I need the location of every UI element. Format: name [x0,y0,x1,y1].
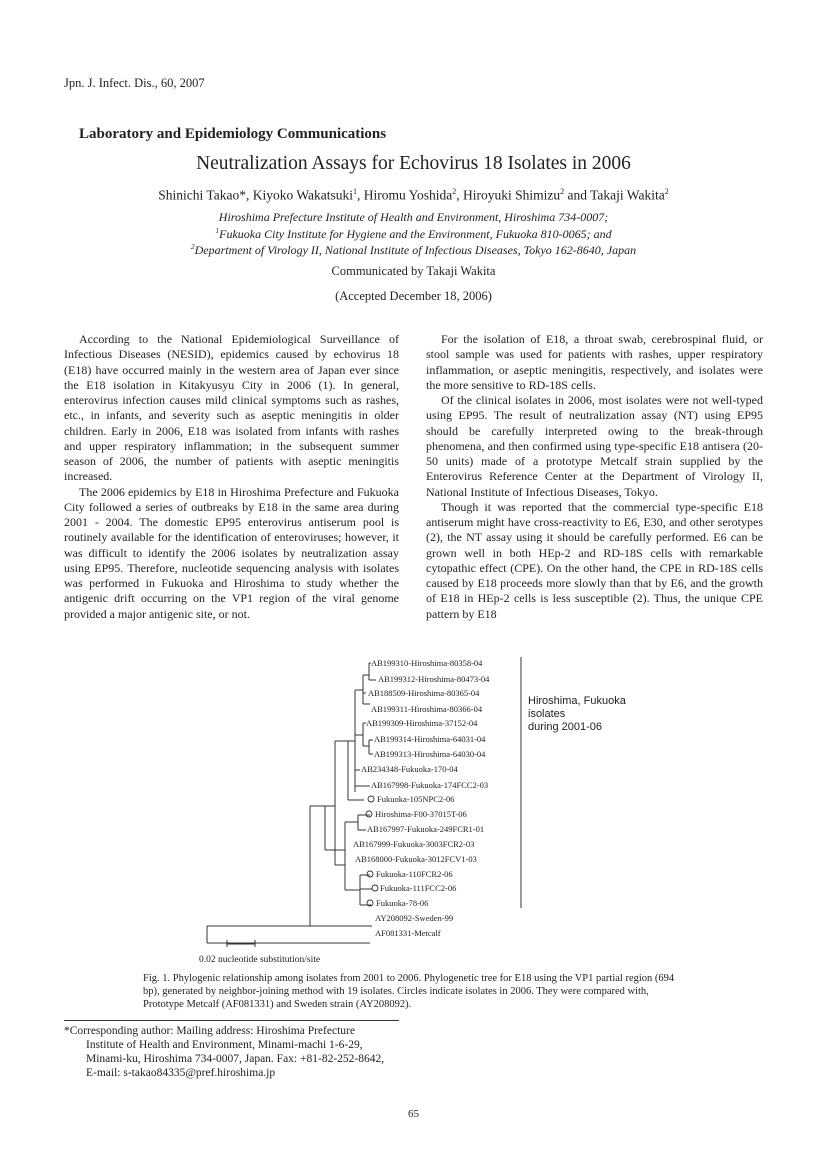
tree-leaf-label: AB199314-Hiroshima-64031-04 [374,734,486,744]
group-label-line: Hiroshima, Fukuoka [528,695,626,707]
group-label-line: isolates [528,708,566,720]
tree-leaf-label: AB167998-Fukuoka-174FCC2-03 [371,780,489,790]
page-number: 65 [408,1108,419,1120]
group-label-line: during 2001-06 [528,721,603,733]
affiliation-2-text: Fukuoka City Institute for Hygiene and the Environment, Fukuoka 810-0065; and [219,227,612,241]
tree-leaf-label: Hiroshima-F00-37015T-06 [375,809,467,819]
figure-caption: Fig. 1. Phylogenic relationship among isolates from 2001 to 2006. Phylogenetic tree for E18 using the VP1 partial region (694 bp), generated by neighbor-joining method with 19 isolates. Circles indicate isolates in 2006. They were compared with, Prototype Metcalf (AF081331) and Sweden strain (AY208092). [143,973,675,1010]
affiliation-3-text: Department of Virology II, National Institute of Infectious Diseases, Tokyo 162-8640, Japan [194,243,637,257]
tree-leaf-label: Fukuoka-105NPC2-06 [377,794,455,804]
footnote-line: *Corresponding author: Mailing address: Hiroshima Prefecture [64,1025,355,1037]
communicated-by: Communicated by Takaji Wakita [331,264,496,278]
tree-leaf-label: AB199313-Hiroshima-64030-04 [374,749,486,759]
journal-citation: Jpn. J. Infect. Dis., 60, 2007 [64,76,205,90]
body-column-left [64,332,399,622]
author-4-affil: 2 [560,187,565,196]
footnote-line: Institute of Health and Environment, Minami-machi 1-6-29, [86,1039,363,1051]
author-list [0,187,827,204]
tree-leaf-label: AF081331-Metcalf [375,928,441,938]
author-2: Kiyoko Wakatsuki [252,187,353,203]
isolate-2006-marker [372,885,378,891]
tree-leaf-label: AY208092-Sweden-99 [375,913,454,923]
tree-leaf-label: AB167999-Fukuoka-3003FCR2-03 [353,839,475,849]
article-title: Neutralization Assays for Echovirus 18 Isolates in 2006 [196,153,631,174]
footnote-line: E-mail: s-takao84335@pref.hiroshima.jp [86,1067,276,1079]
tree-leaf-label: AB234348-Fukuoka-170-04 [361,764,458,774]
paragraph: The 2006 epidemics by E18 in Hiroshima Prefecture and Fukuoka City followed a series of outbreaks by E18 in the same area during 2001 - 2004. The domestic EP95 enterovirus antiserum pool is routinely available for the identification of enteroviruses; however, it was difficult to identify the 2006 isolates by neutralization assay using EP95. Therefore, nucleotide sequencing analysis with isolates was performed in Fukuoka and Hiroshima to study whether the antigenic drift occurring on the VP1 region of the viral genome provided a major antigenic site, or not. [64,484,399,621]
body-column-right [426,332,763,622]
paragraph: Of the clinical isolates in 2006, most isolates were not well-typed using EP95. The result of neutralization assay (NT) using EP95 should be carefully interpreted owing to the break-through phenomena, and then confirmed using type-specific E18 antisera (20- 50 units) made of a prototype Metcalf strain supplied by the Enterovirus Reference Center at the Department of Virology II, National Institute of Infectious Diseases, Tokyo. [426,393,763,499]
author-1: Shinichi Takao*, [158,187,253,203]
tree-leaf-label: AB199309-Hiroshima-37152-04 [366,718,478,728]
tree-leaf-label: Fukuoka-110FCR2-06 [376,869,453,879]
footnote-line: Minami-ku, Hiroshima 734-0007, Japan. Fax: +81-82-252-8642, [86,1053,385,1065]
tree-leaf-label: AB199312-Hiroshima-80473-04 [378,674,490,684]
tree-leaf-label: AB168000-Fukuoka-3012FCV1-03 [355,854,477,864]
isolate-2006-marker [366,811,372,817]
paragraph: According to the National Epidemiological Surveillance of Infectious Diseases (NESID), epidemics caused by echovirus 18 (E18) have occurred mainly in the western area of Japan ever since the E18 isolation in Kitakyusyu City in 2006 (1). In general, enterovirus infection causes mild clinical symptoms such as rashes, etc., in infants, and severity such as aseptic meningitis in older children. Early in 2006, E18 was isolated from infants with rashes and upper respiratory inflammation; in the subsequent summer season of 2006, the number of patients with aseptic meningitis increased. [64,332,399,484]
footnote-divider [64,1020,399,1021]
author-2-affil: 1 [352,187,357,196]
tree-leaf-label: AB188509-Hiroshima-80365-04 [368,688,480,698]
section-heading: Laboratory and Epidemiology Communications [79,126,387,142]
paragraph: Though it was reported that the commercial type-specific E18 antiserum might have cross-reactivity to E6, E30, and other serotypes (2), the NT assay using it should be carefully performed. E6 can be grown well in both HEp-2 and RD-18S cells with remarkable cytopathic effect (CPE). On the other hand, the CPE in RD-18S cells caused by E18 proceeds more slowly than that by E6, and the growth of E18 in HEp-2 cells is less susceptible (2). Thus, the unique CPE pattern by E18 [426,499,763,621]
author-3-affil: 2 [452,187,457,196]
isolate-2006-marker [367,871,373,877]
scale-bar-label: 0.02 nucleotide substitution/site [199,955,321,965]
phylogenetic-tree-figure [150,653,670,968]
author-5: and Takaji Wakita [564,187,665,203]
accepted-date: (Accepted December 18, 2006) [335,289,492,303]
affiliation-2 [0,226,827,242]
affiliation-3-mark: 2 [190,242,195,251]
affiliation-1: Hiroshima Prefecture Institute of Health and Environment, Hiroshima 734-0007; [218,210,609,224]
author-3: , Hiromu Yoshida [356,187,453,203]
affiliation-3 [0,242,827,258]
tree-leaf-label: Fukuoka-78-06 [376,898,429,908]
affiliation-2-mark: 1 [215,226,220,235]
corresponding-author-footnote [64,1024,404,1080]
paragraph: For the isolation of E18, a throat swab, cerebrospinal fluid, or stool sample was used for patients with rashes, upper respiratory inflammation, or aseptic meningitis, respectively, and isolates were the more sensitive to RD-18S cells. [426,332,763,392]
author-5-affil: 2 [664,187,669,196]
tree-leaf-label: AB199311-Hiroshima-80366-04 [371,704,483,714]
isolate-2006-marker [368,796,374,802]
tree-leaf-label: AB167997-Fukuoka-249FCR1-01 [367,824,485,834]
author-4: , Hiroyuki Shimizu [456,187,561,203]
tree-leaf-label: AB199310-Hiroshima-80358-04 [371,658,483,668]
tree-leaf-label: Fukuoka-111FCC2-06 [380,883,457,893]
